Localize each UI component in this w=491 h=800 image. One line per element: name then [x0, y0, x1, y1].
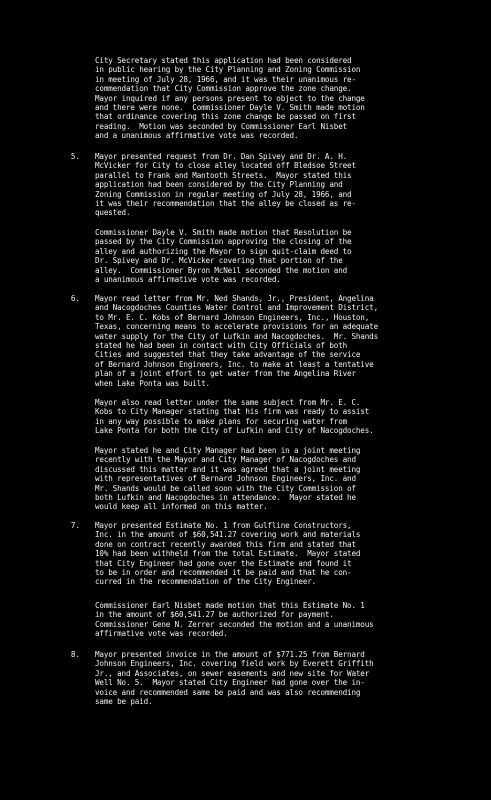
- paragraph-kobs-letter: [95, 398, 374, 436]
- text-line: Inc. in the amount of $60,541.27 covering work and materials: [95, 530, 361, 540]
- text-line: quested.: [95, 208, 131, 218]
- text-line: of Bernard Johnson Engineers, Inc. to make at least a tentative: [95, 359, 374, 369]
- text-line: to be in order and recommended it be paid and that he con-: [95, 567, 352, 577]
- text-line: Commissioner Gene N. Zerrer seconded the motion and a unanimous: [95, 619, 374, 629]
- text-line: that ordinance covering this zone change be passed on first: [95, 112, 356, 122]
- text-line: McVicker for City to close alley located off Bledsoe Street: [95, 161, 356, 171]
- text-line: it was their recommendation that the alley be closed as re-: [95, 198, 356, 208]
- paragraph-water-supply-letter: [95, 294, 378, 388]
- text-line: Zoning Commission in regular meeting of July 28, 1966, and: [95, 189, 352, 199]
- text-line: in public hearing by the City Planning and Zoning Commission: [95, 65, 361, 75]
- text-line: would keep all informed on this matter.: [95, 502, 268, 512]
- text-line: and a unanimous affirmative vote was recorded.: [95, 131, 299, 141]
- text-line: both Lufkin and Nacogdoches in attendance. Mayor stated he: [95, 492, 356, 502]
- paragraph-estimate-motion: [95, 601, 374, 639]
- text-line: plan of a joint effort to get water from the Angelina River: [95, 369, 356, 379]
- text-line: stated he had been in contact with City Officials of both: [95, 340, 348, 350]
- text-line: Mayor stated he and City Manager had been in a joint meeting: [95, 446, 361, 455]
- text-line: that City Engineer had gone over the Estimate and found it: [95, 558, 352, 568]
- text-line: done on contract recently awarded this firm and stated that: [95, 539, 356, 549]
- text-line: in meeting of July 28, 1966, and it was their unanimous re-: [95, 74, 356, 84]
- text-line: Mayor read letter from Mr. Ned Shands, Jr., President, Angelina: [95, 294, 374, 303]
- paragraph-estimate-presentation: [95, 521, 360, 587]
- text-line: Mr. Shands would be called soon with the City Commission of: [95, 483, 356, 493]
- text-line: to Mr. E. C. Kobs of Bernard Johnson Engineers, Inc., Houston,: [95, 312, 370, 322]
- text-line: a unanimous affirmative vote was recorded.: [95, 274, 281, 284]
- item-number: 8.: [70, 650, 80, 659]
- text-line: Mayor presented request from Dr. Dan Spivey and Dr. A. H.: [95, 152, 348, 161]
- text-line: when Lake Ponta was built.: [95, 378, 210, 388]
- text-line: Mayor presented Estimate No. 1 from Gulfline Constructors,: [95, 521, 352, 530]
- text-line: Lake Ponta for both the City of Lufkin and City of Nacogdoches.: [95, 426, 374, 436]
- text-line: Cities and suggested that they take advantage of the service: [95, 350, 361, 360]
- text-line: voice and recommended same be paid and was also recommending: [95, 687, 361, 697]
- text-line: application had been considered by the City Planning and: [95, 180, 343, 190]
- item-number: 6.: [70, 294, 80, 303]
- text-line: Mayor also read letter under the same subject from Mr. E. C.: [95, 398, 361, 407]
- text-line: passed by the City Commission approving the closing of the: [95, 237, 352, 247]
- paragraph-alley-resolution: [95, 228, 351, 284]
- text-line: reading. Motion was seconded by Commissioner Earl Nisbet: [95, 121, 348, 131]
- text-line: discussed this matter and it was agreed that a joint meeting: [95, 464, 361, 474]
- text-line: and Nacogdoches Counties Water Control and Improvement District,: [95, 303, 378, 313]
- text-line: with representatives of Bernard Johnson Engineers, Inc. and: [95, 474, 356, 484]
- paragraph-alley-closing-request: [95, 152, 356, 218]
- text-line: Kobs to City Manager stating that his firm was ready to assist: [95, 407, 370, 417]
- text-line: Johnson Engineers, Inc. covering field work by Everett Griffith: [95, 659, 374, 669]
- text-line: alley. Commissioner Byron McNeil seconded the motion and: [95, 265, 348, 275]
- text-line: Well No. 5. Mayor stated City Engineer had gone over the in-: [95, 678, 365, 688]
- text-line: same be paid.: [95, 696, 153, 706]
- text-line: Commissioner Earl Nisbet made motion that this Estimate No. 1: [95, 601, 365, 610]
- text-line: 10% had been withheld from the total Estimate. Mayor stated: [95, 549, 361, 559]
- text-line: commendation that City Commission approve the zone change.: [95, 84, 352, 94]
- text-line: Dr. Spivey and Dr. McVicker covering that portion of the: [95, 256, 343, 266]
- text-line: in the amount of $60,541.27 be authorized for payment.: [95, 610, 334, 620]
- text-line: Mayor presented invoice in the amount of $771.25 from Bernard: [95, 650, 365, 659]
- paragraph-zone-change-motion: [95, 56, 365, 141]
- text-line: water supply for the City of Lufkin and Nacogdoches. Mr. Shands: [95, 331, 378, 341]
- text-line: Commissioner Dayle V. Smith made motion that Resolution be: [95, 228, 352, 237]
- text-line: recently with the Mayor and City Manager of Nacogdoches and: [95, 455, 356, 465]
- text-line: affirmative vote was recorded.: [95, 629, 228, 639]
- item-number: 5.: [70, 152, 80, 161]
- text-line: parallel to Frank and Mantooth Streets. Mayor stated this: [95, 170, 352, 180]
- text-line: Jr., and Associates, on sewer easements and new site for Water: [95, 668, 370, 678]
- text-line: in any way possible to make plans for securing water from: [95, 416, 348, 426]
- text-line: curred in the recommendation of the City Engineer.: [95, 577, 317, 587]
- text-line: alley and authorizing the Mayor to sign quit-claim deed to: [95, 246, 352, 256]
- item-number: 7.: [70, 521, 80, 530]
- text-line: Texas, concerning means to accelerate provisions for an adequate: [95, 322, 378, 332]
- paragraph-joint-meeting: [95, 446, 360, 512]
- text-line: and there were none. Commissioner Dayle V. Smith made motion: [95, 102, 365, 112]
- paragraph-invoice-presentation: [95, 650, 374, 706]
- text-line: City Secretary stated this application had been considered: [95, 56, 352, 65]
- text-line: Mayor inquired if any persons present to object to the change: [95, 93, 365, 103]
